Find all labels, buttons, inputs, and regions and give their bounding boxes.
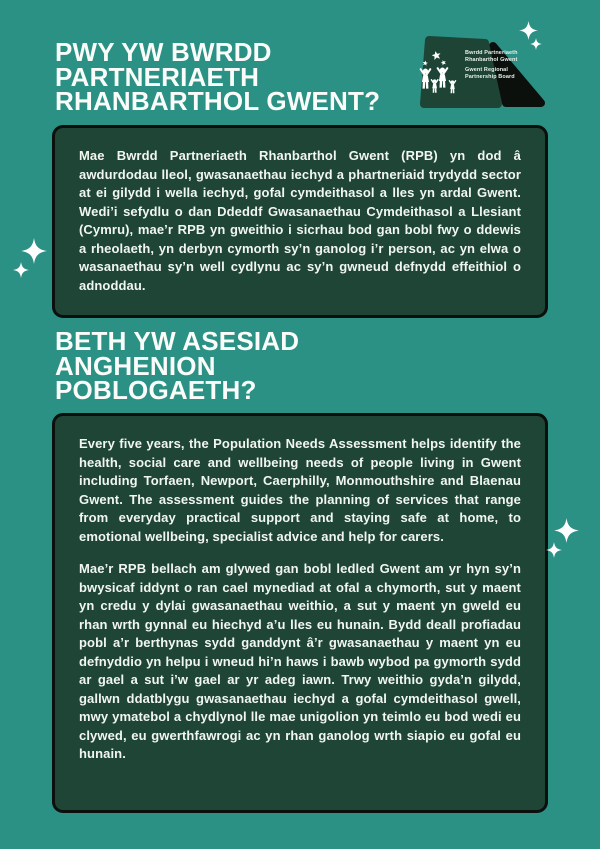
logo-name-cy-line: Rhanbarthol Gwent [465, 56, 518, 63]
intro-text-panel [52, 125, 548, 318]
sparkle-icon [554, 518, 579, 543]
heading-line: ANGHENION [55, 350, 216, 381]
logo-name-en-line: Gwent Regional [465, 67, 508, 74]
heading-line: POBLOGAETH? [55, 375, 257, 405]
intro-paragraph: Mae Bwrdd Partneriaeth Rhanbarthol Gwent (RPB) yn dod â awdurdodau lleol, gwasanaethau iechyd a phartneriaid trydydd sector at ei gilydd i wella iechyd, gofal cymdeithasol a lles yn ardal Gwent. Wedi’i sefydlu o dan Ddeddf Gwasanaethau Cymdeithasol a Llesiant (Cymru), mae’r RPB yn gweithio i sicrhau bod gan bobl fwy o ddewis a rheolaeth, yn derbyn cymorth sy’n ganolog i’r person, ac yn elwa o wasanaethau sy’n well cydlynu ac sy’n gwneud defnydd effeithiol o adnoddau. [79, 148, 521, 293]
heading-line: RHANBARTHOL GWENT? [55, 86, 381, 116]
logo-name-cy-line: Bwrdd Partneriaeth [465, 50, 518, 56]
heading-line: BETH YW ASESIAD [55, 326, 300, 356]
heading-line: PWY YW BWRDD [55, 37, 272, 67]
assessment-paragraph-cy: Mae’r RPB bellach am glywed gan bobl ledled Gwent am yr hyn sy’n bwysicaf iddynt o ran cael mynediad at ofal a chymorth, sut y maent yn credu y dylai gwasanaethau weithio, a sut y maent yn gweld eu rhan wrth gynnal eu hiechyd a’u lles eu hunain. Bydd deall profiadau pobl a’r berthynas sydd ganddynt â’r gwasanaethau y maent yn eu defnyddio yn helpu i wneud hi’n haws i bawb wybod pa gymorth sydd ar gael a sut i’w gael ar yr adeg iawn. Trwy weithio gyda’n gilydd, gallwn ddatblygu gwasanaethau iechyd a gofal cymdeithasol gwell, mwy ymatebol a chydlynol lle mae unigolion yn teimlo eu bod wedi eu clywed, eu gwerthfawrogi ac yn rhan ganolog wrth siapio eu gofal eu hunain. [79, 561, 521, 761]
logo-name-en-line: Partnership Board [465, 73, 515, 80]
sparkle-icon [13, 262, 29, 278]
heading-who-is-rpb [55, 37, 381, 116]
sparkle-icon [546, 542, 562, 558]
logo-wordmark [465, 50, 535, 84]
heading-what-is-pna [55, 326, 300, 405]
heading-line: PARTNERIAETH [55, 61, 260, 92]
assessment-paragraph-en: Every five years, the Population Needs Assessment helps identify the health, social care and wellbeing needs of people living in Gwent including Torfaen, Newport, Caerphilly, Monmouthshire and Blaenau Gwent. The assessment guides the planning of services that range from everyday practical support and staying safe at home, to emotional wellbeing, specialist advice and help for carers. [79, 436, 521, 544]
assessment-text-panel [52, 413, 548, 813]
sparkle-icon [530, 38, 542, 50]
sparkle-icon [21, 238, 47, 264]
